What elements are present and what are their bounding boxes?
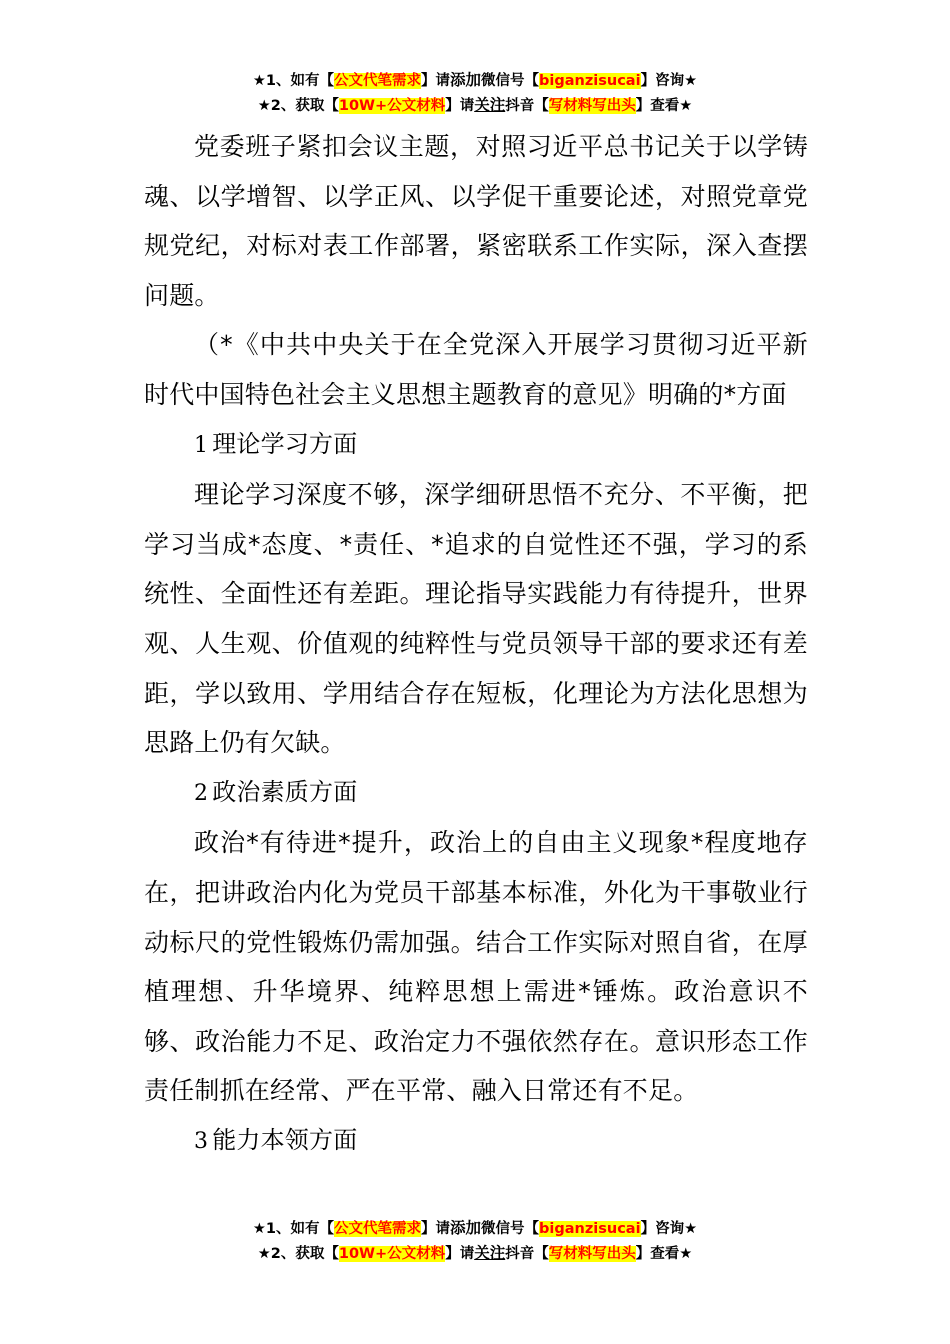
banner-text: ★2、获取【 bbox=[257, 98, 339, 114]
banner-highlight: 公文代笔需求 bbox=[334, 73, 421, 89]
section-body-politics: 政治*有待进*提升，政治上的自由主义现象*程度地存在，把讲政治内化为党员干部基本标准，外化为干事敬业行动标尺的党性锻炼仍需加强。结合工作实际对照自省，在厚植理想、升华境界、纯粹思想上需进*锤炼。政治意识不够、政治能力不足、政治定力不强依然存在。意识形态工作责任制抓在经常、严在平常、融入日常还有不足。 bbox=[144, 828, 808, 1106]
banner-emphasis: 添加 bbox=[450, 71, 482, 89]
banner-highlight: 10W+公文材料 bbox=[338, 1246, 446, 1262]
banner-highlight: 公文代笔需求 bbox=[334, 1221, 421, 1237]
banner-text: 】请 bbox=[421, 73, 450, 89]
banner-wechat-id: biganzisucai bbox=[539, 1221, 641, 1237]
banner-text: ★1、如有【 bbox=[252, 1221, 334, 1237]
intro-paragraph: 党委班子紧扣会议主题，对照习近平总书记关于以学铸魂、以学增智、以学正风、以学促干重要论述，对照党章党规党纪，对标对表工作部署，紧密联系工作实际，深入查摆问题。 bbox=[144, 132, 808, 310]
header-banner bbox=[0, 68, 950, 118]
banner-text: 】咨询★ bbox=[640, 73, 698, 89]
banner-account: 写材料写出头 bbox=[548, 1246, 636, 1262]
section-title: 能力本领方面 bbox=[212, 1125, 358, 1154]
section-body-theory: 理论学习深度不够，深学细研思悟不充分、不平衡，把学习当成*态度、*责任、*追求的自觉性还不强，学习的系统性、全面性还有差距。理论指导实践能力有待提升，世界观、人生观、价值观的纯粹性与党员领导干部的要求还有差距，学以致用、学用结合存在短板，化理论为方法化思想为思路上仍有欠缺。 bbox=[144, 480, 808, 758]
banner-text: 】请 bbox=[445, 1246, 475, 1262]
banner-line-1 bbox=[0, 1216, 950, 1241]
section-heading-theory bbox=[144, 420, 808, 471]
document-body bbox=[144, 122, 808, 1166]
banner-text: 】查看★ bbox=[635, 98, 693, 114]
banner-line-2 bbox=[0, 93, 950, 118]
scope-paragraph: （*《中共中央关于在全党深入开展学习贯彻习近平新时代中国特色社会主义思想主题教育的意见》明确的*方面 bbox=[144, 330, 808, 409]
footer-banner bbox=[0, 1216, 950, 1266]
banner-emphasis: 添加 bbox=[450, 1219, 482, 1237]
banner-text: 抖音【 bbox=[505, 1246, 549, 1262]
banner-account: 写材料写出头 bbox=[548, 98, 636, 114]
banner-text: 微信号【 bbox=[481, 1221, 540, 1237]
banner-text: 】查看★ bbox=[635, 1246, 693, 1262]
banner-text: 】咨询★ bbox=[640, 1221, 698, 1237]
banner-text: 微信号【 bbox=[481, 73, 540, 89]
banner-text: 】请 bbox=[421, 1221, 450, 1237]
banner-text: ★1、如有【 bbox=[252, 73, 334, 89]
section-number: 2 bbox=[194, 780, 209, 806]
banner-text: 】请 bbox=[445, 98, 475, 114]
banner-line-1 bbox=[0, 68, 950, 93]
banner-highlight: 10W+公文材料 bbox=[338, 98, 446, 114]
section-title: 理论学习方面 bbox=[212, 429, 358, 458]
section-number: 1 bbox=[194, 432, 209, 458]
banner-emphasis: 关注 bbox=[474, 96, 506, 114]
section-number: 3 bbox=[194, 1128, 209, 1154]
banner-text: 抖音【 bbox=[505, 98, 549, 114]
section-heading-politics bbox=[144, 768, 808, 819]
banner-line-2 bbox=[0, 1241, 950, 1266]
section-heading-ability bbox=[144, 1116, 808, 1167]
banner-emphasis: 关注 bbox=[474, 1244, 506, 1262]
banner-wechat-id: biganzisucai bbox=[539, 73, 641, 89]
section-title: 政治素质方面 bbox=[212, 777, 358, 806]
banner-text: ★2、获取【 bbox=[257, 1246, 339, 1262]
